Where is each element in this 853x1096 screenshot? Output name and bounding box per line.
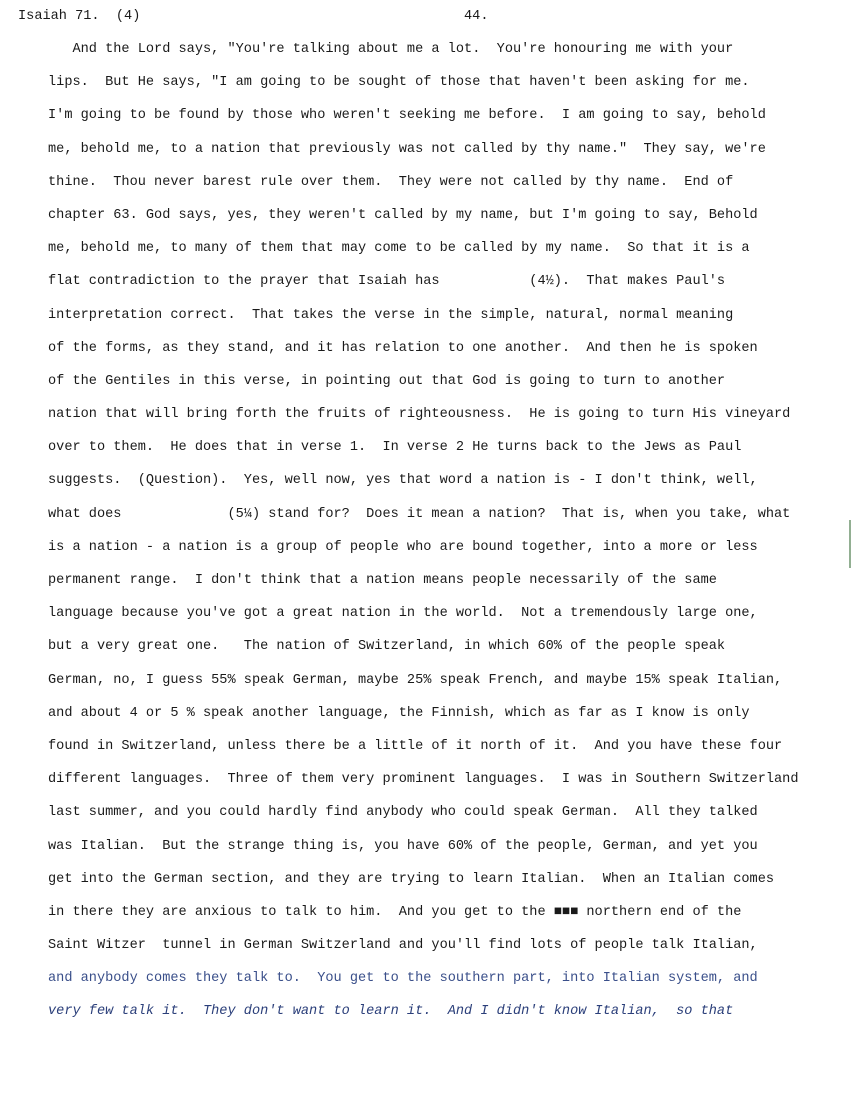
text-line: flat contradiction to the prayer that Isaiah has (4½). That makes Paul's bbox=[48, 274, 726, 290]
text-line: over to them. He does that in verse 1. In verse 2 He turns back to the Jews as Paul bbox=[48, 440, 742, 456]
document-body bbox=[48, 40, 848, 1036]
text-line: was Italian. But the strange thing is, you have 60% of the people, German, and yet you bbox=[48, 838, 758, 854]
text-line: different languages. Three of them very prominent languages. I was in Southern Switzerland bbox=[48, 772, 799, 788]
text-line: Saint Witzer tunnel in German Switzerland and you'll find lots of people talk Italian, bbox=[48, 938, 758, 954]
text-line: found in Switzerland, unless there be a little of it north of it. And you have these four bbox=[48, 738, 783, 754]
text-line: permanent range. I don't think that a nation means people necessarily of the same bbox=[48, 573, 717, 588]
text-line: I'm going to be found by those who weren't seeking me before. I am going to say, behold bbox=[48, 108, 766, 124]
text-line: in there they are anxious to talk to him. And you get to the ■■■ northern end of the bbox=[48, 904, 742, 920]
text-line: what does (5¼) stand for? Does it mean a nation? That is, when you take, what bbox=[48, 506, 791, 522]
text-line: suggests. (Question). Yes, well now, yes that word a nation is - I don't think, well, bbox=[48, 473, 758, 489]
header-title: Isaiah 71. (4) bbox=[18, 9, 141, 24]
text-line: but a very great one. The nation of Switzerland, in which 60% of the people speak bbox=[48, 639, 726, 655]
text-line: and anybody comes they talk to. You get to the southern part, into Italian system, and bbox=[48, 971, 758, 987]
margin-mark bbox=[849, 520, 851, 568]
text-line: language because you've got a great nation in the world. Not a tremendously large one, bbox=[48, 606, 758, 622]
text-line: me, behold me, to a nation that previously was not called by thy name." They say, we're bbox=[48, 141, 766, 157]
text-line: of the Gentiles in this verse, in pointing out that God is going to turn to another bbox=[48, 373, 726, 389]
text-line: and about 4 or 5 % speak another language, the Finnish, which as far as I know is only bbox=[48, 705, 750, 721]
page-number: 44. bbox=[464, 9, 489, 24]
text-line: get into the German section, and they are trying to learn Italian. When an Italian comes bbox=[48, 871, 775, 887]
text-line: thine. Thou never barest rule over them. They were not called by thy name. End of bbox=[48, 174, 734, 190]
text-line: of the forms, as they stand, and it has relation to one another. And then he is spoken bbox=[48, 340, 758, 356]
text-line: German, no, I guess 55% speak German, maybe 25% speak French, and maybe 15% speak Italian, bbox=[48, 672, 783, 688]
text-line: chapter 63. God says, yes, they weren't called by my name, but I'm going to say, Behold bbox=[48, 207, 758, 223]
text-line: interpretation correct. That takes the verse in the simple, natural, normal meaning bbox=[48, 307, 734, 323]
text-line: nation that will bring forth the fruits of righteousness. He is going to turn His vineyard bbox=[48, 407, 791, 423]
text-line: very few talk it. They don't want to learn it. And I didn't know Italian, so that bbox=[48, 1004, 734, 1020]
text-line: is a nation - a nation is a group of people who are bound together, into a more or less bbox=[48, 539, 758, 555]
text-line: me, behold me, to many of them that may come to be called by my name. So that it is a bbox=[48, 241, 750, 257]
page-header bbox=[18, 9, 818, 29]
text-line: And the Lord says, "You're talking about me a lot. You're honouring me with your bbox=[48, 42, 734, 57]
text-line: lips. But He says, "I am going to be sought of those that haven't been asking for me. bbox=[48, 75, 750, 91]
text-line: last summer, and you could hardly find anybody who could speak German. All they talked bbox=[48, 805, 758, 821]
